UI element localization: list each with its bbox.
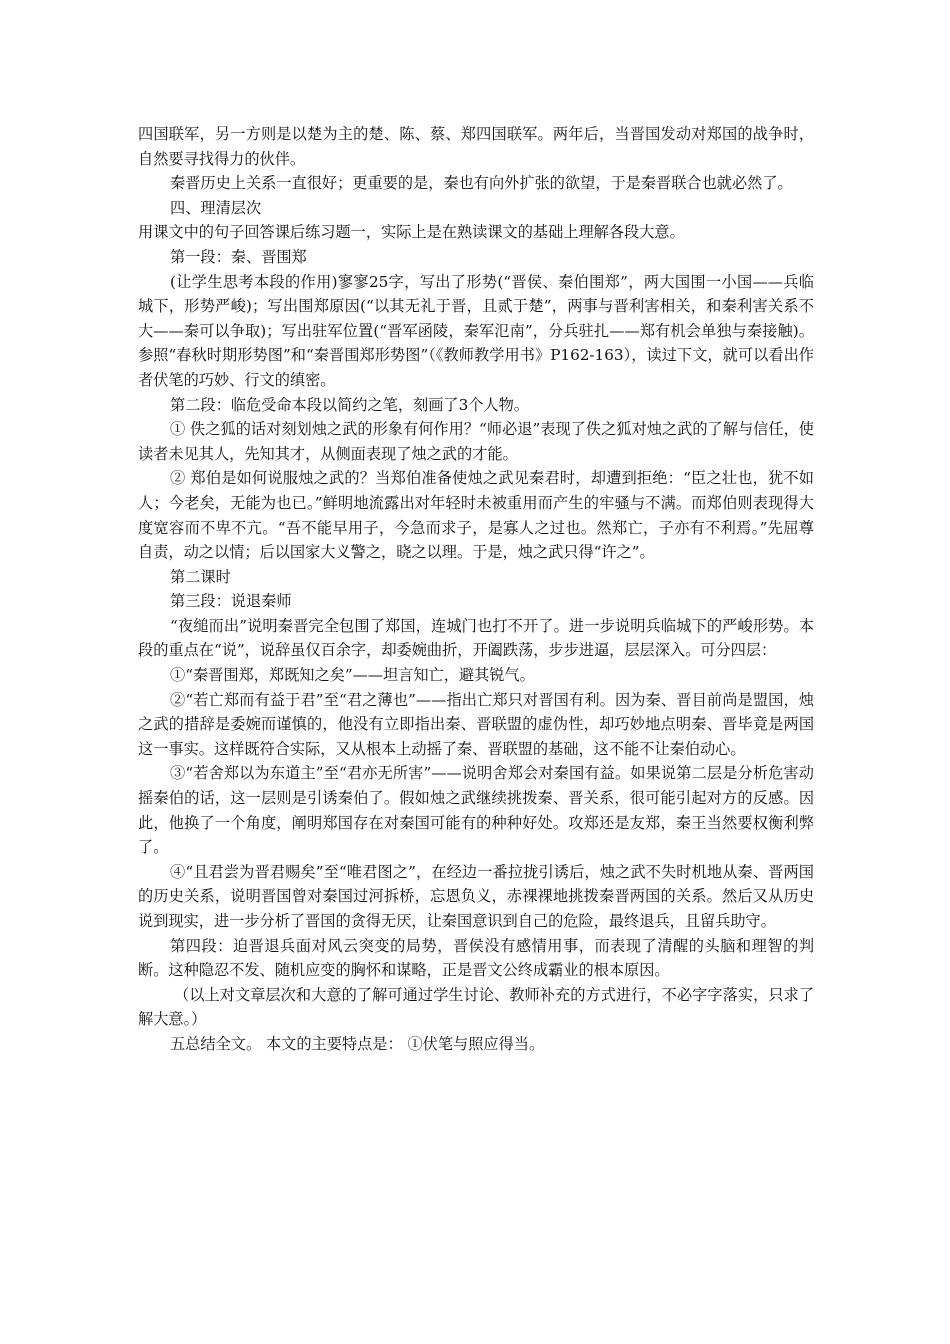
paragraph-two-point-1: ① 佚之狐的话对刻划烛之武的形象有何作用？“师必退”表现了佚之狐对烛之武的了解与信任，使读者未见其人，先知其才，从侧面表现了烛之武的才能。 [138,420,814,463]
lesson-two-heading: 第二课时 [170,567,231,586]
paragraph-continuation: 四国联军，另一方则是以楚为主的楚、陈、蔡、郑四国联军。两年后，当晋国发动对郑国的战争时，自然要寻找得力的伙伴。 [138,125,814,168]
paragraph-three-layer-2: ②“若亡郑而有益于君”至“君之薄也”——指出亡郑只对晋国有利。因为秦、晋目前尚是盟国，烛之武的措辞是委婉而谨慎的，他没有立即指出秦、晋联盟的虚伪性，却巧妙地点明秦、晋毕竟是两国这一事实。这样既符合实际，又从根本上动摇了秦、晋联盟的基础，这不能不让秦伯动心。 [138,690,814,758]
paragraph-three-intro: “夜缒而出”说明秦晋完全包围了郑国，连城门也打不开了。进一步说明兵临城下的严峻形势。本段的重点在“说”，说辞虽仅百余字，却委婉曲折，开阖跌荡，步步进逼，层层深入。可分四层： [138,616,814,660]
paragraph-note: （以上对文章层次和大意的了解可通过学生讨论、教师补充的方式进行，不必字字落实，只求了解大意。） [138,985,814,1029]
paragraph-three-layer-4: ④“且君尝为晋君赐矣”至“唯君图之”，在经边一番拉拢引诱后，烛之武不失时机地从秦、晋两国的历史关系，说明晋国曾对秦国过河拆桥，忘恩负义，赤裸裸地挑拨秦晋两国的关系。然后又从历史说到现实，进一步分析了晋国的贪得无厌，让秦国意识到自己的危险，最终退兵，且留兵助守。 [138,862,814,930]
paragraph-exercise-intro: 用课文中的句子回答课后练习题一，实际上是在熟读课文的基础上理解各段大意。 [138,223,685,242]
heading-paragraph-one: 第一段：秦、晋围郑 [170,247,307,266]
section-heading-summary: 五总结全文。 本文的主要特点是： ①伏笔与照应得当。 [170,1034,545,1053]
paragraph-four: 第四段：迫晋退兵面对风云突变的局势，晋侯没有感情用事，而表现了清醒的头脑和理智的判断。这种隐忍不发、随机应变的胸怀和谋略，正是晋文公终成霸业的根本原因。 [138,936,814,980]
paragraph-qin-jin-relation: 秦晋历史上关系一直很好；更重要的是，秦也有向外扩张的欲望，于是秦晋联合也就必然了。 [170,174,793,193]
section-heading-structure: 四、理清层次 [170,198,262,217]
document-body [138,122,814,1057]
paragraph-three-layer-3: ③“若舍郑以为东道主”至“君亦无所害”——说明舍郑会对秦国有益。如果说第二层是分析危害动摇秦伯的话，这一层则是引诱秦伯了。假如烛之武继续挑拨秦、晋关系，很可能引起对方的反感。因此，他换了一个角度，阐明郑国存在对秦国可能有的种种好处。攻郑还是友郑，秦王当然要权衡利弊了。 [138,764,814,857]
paragraph-two-point-2: ② 郑伯是如何说服烛之武的？当郑伯准备使烛之武见秦君时，却遭到拒绝：“臣之壮也，犹不如人；今老矣，无能为也已。”鲜明地流露出对年轻时未被重用而产生的牢骚与不满。而郑伯则表现得大度宽容而不卑不亢。“吾不能早用子，今急而求子，是寡人之过也。然郑亡，子亦有不利焉。”先屈尊自责，动之以情；后以国家大义警之，晓之以理。于是，烛之武只得“许之”。 [138,469,814,562]
paragraph-one-analysis: (让学生思考本段的作用)寥寥25字，写出了形势(“晋侯、秦伯围郑”，两大国围一小国——兵临城下，形势严峻)；写出围郑原因(“以其无礼于晋，且贰于楚”，两事与晋利害相关，和秦利害关系不大——秦可以争取)；写出驻军位置(“晋军函陵，秦军氾南”，分兵驻扎——郑有机会单独与秦接触)。参照“春秋时期形势图”和“秦晋围郑形势图”（《教师教学用书》P162-163），读过下文，就可以看出作者伏笔的巧妙、行文的缜密。 [138,272,814,389]
heading-paragraph-two: 第二段：临危受命本段以简约之笔，刻画了3个人物。 [170,395,529,414]
heading-paragraph-three: 第三段：说退秦师 [170,592,292,611]
paragraph-three-layer-1: ①“秦晋围郑，郑既知之矣”——坦言知亡，避其锐气。 [170,666,535,685]
